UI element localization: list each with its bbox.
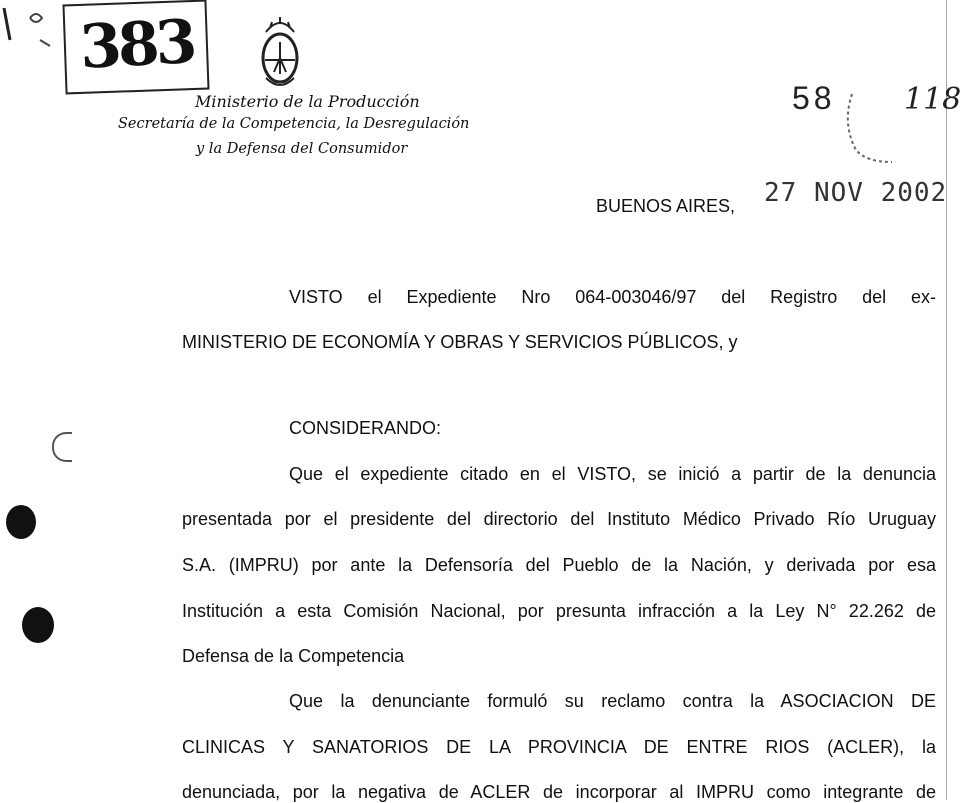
ministry-name: Ministerio de la Producción [195, 92, 420, 111]
paragraph-1-line-4: Institución a esta Comisión Nacional, por presunta infracción a la Ley N° 22.262 de [182, 601, 936, 621]
paragraph-2-line-1: Que la denunciante formuló su reclamo contra la ASOCIACION DE [289, 691, 936, 711]
folio-number: 383 [78, 7, 196, 83]
secretariat-name-line1: Secretaría de la Competencia, la Desregulación [118, 116, 470, 132]
place-label: BUENOS AIRES, [596, 196, 736, 216]
considerando-heading: CONSIDERANDO: [289, 418, 442, 438]
paragraph-2-line-3: denunciada, por la negativa de ACLER de incorporar al IMPRU como integrante de [182, 782, 936, 802]
stamped-date: 27 NOV 2002 [764, 178, 948, 208]
secretariat-name-line2: y la Defensa del Consumidor [196, 141, 408, 157]
paragraph-1-line-1: Que el expediente citado en el VISTO, se inició a partir de la denuncia [289, 464, 936, 484]
margin-marks [0, 0, 70, 90]
paragraph-1-line-5: Defensa de la Competencia [182, 646, 405, 666]
margin-bracket-mark [52, 432, 72, 462]
visto-line-1: VISTO el Expediente Nro 064-003046/97 del Registro del ex- [289, 287, 936, 307]
paragraph-2-line-2: CLINICAS Y SANATORIOS DE LA PROVINCIA DE ENTRE RIOS (ACLER), la [182, 737, 936, 757]
page-edge-line [946, 0, 947, 800]
coat-of-arms-icon [258, 14, 302, 90]
punch-hole [6, 505, 36, 539]
visto-line-2: MINISTERIO DE ECONOMÍA Y OBRAS Y SERVICIOS PÚBLICOS, y [182, 332, 738, 352]
paragraph-1-line-3: S.A. (IMPRU) por ante la Defensoría del Pueblo de la Nación, y derivada por esa [182, 555, 936, 575]
page-number: 58 [792, 80, 836, 116]
punch-hole [22, 607, 54, 643]
partial-stamp-mark [838, 88, 898, 168]
paragraph-1-line-2: presentada por el presidente del directorio del Instituto Médico Privado Río Uruguay [182, 509, 936, 529]
handwritten-note: 118 [904, 82, 961, 117]
